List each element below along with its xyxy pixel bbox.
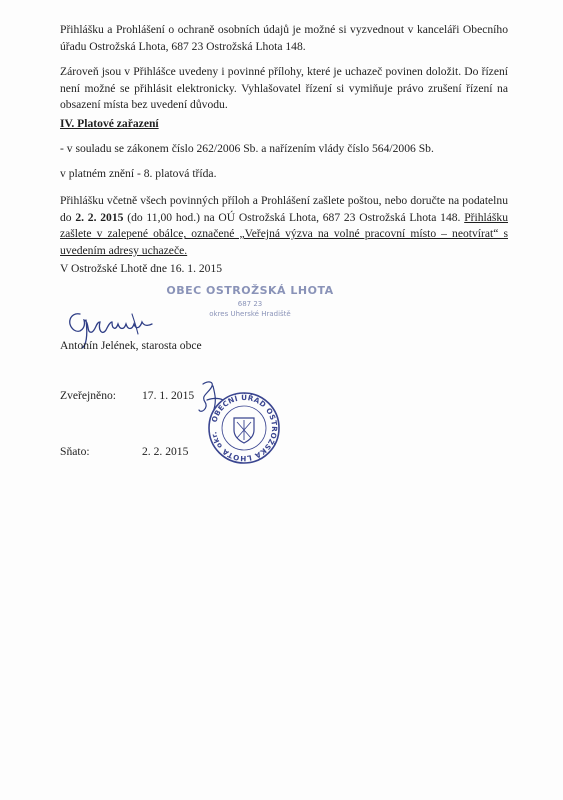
signer-name: Antonín Jelének, starosta obce bbox=[60, 339, 202, 352]
paragraph-legal-basis: - v souladu se zákonem číslo 262/2006 Sb. a nařízením vlády číslo 564/2006 Sb. bbox=[60, 142, 434, 155]
removed-label: Sňato: bbox=[60, 445, 90, 458]
submission-deadline: 2. 2. 2015 bbox=[75, 210, 124, 224]
submission-text-1: Přihlášku včetně všech povinných příloh a Prohlášení zašlete poštou, nebo doručte na podatelnu do bbox=[60, 194, 508, 224]
paragraph-application-pickup: Přihlášku a Prohlášení o ochraně osobních údajů je možné si vyzvednout v kanceláři Obecního úřadu Ostrožská Lhota, 687 23 Ostrožská Lhota 148. bbox=[60, 23, 508, 53]
submission-envelope-note: Přihlášku zašlete v zalepené obálce, označené „Veřejná výzva na volné pracovní místo – neotvírat“ s uvedením adresy uchazeče. bbox=[60, 210, 508, 257]
stamp-line-postcode: 687 23 bbox=[237, 300, 263, 308]
removed-date: 2. 2. 2015 bbox=[142, 445, 189, 458]
paragraph-place-date: V Ostrožské Lhotě dne 16. 1. 2015 bbox=[60, 262, 223, 275]
svg-text:OBECNÍ ÚŘAD OSTROŽSKÁ LHOTA ok bbox=[203, 383, 279, 463]
submission-text-2: (do 11,00 hod.) na OÚ Ostrožská Lhota, 687 23 Ostrožská Lhota 148. bbox=[123, 210, 465, 224]
paragraph-salary-class: v platném znění - 8. platová třída. bbox=[60, 167, 217, 180]
round-stamp-text: OBECNÍ ÚŘAD OSTROŽSKÁ LHOTA okr. Uh. Hradiště bbox=[202, 383, 280, 464]
published-date: 17. 1. 2015 bbox=[142, 389, 195, 402]
published-label: Zveřejněno: bbox=[60, 389, 117, 402]
stamp-line-municipality: OBEC OSTROŽSKÁ LHOTA bbox=[166, 284, 334, 297]
section-heading-salary: IV. Platové zařazení bbox=[60, 117, 159, 130]
stamp-line-district: okres Uherské Hradiště bbox=[209, 310, 291, 318]
paragraph-attachments: Zároveň jsou v Přihlášce uvedeny i povinné přílohy, které je uchazeč povinen doložit. Do řízení není možné se přihlásit elektronicky. Vyhlašovatel řízení si vymiňuje právo zrušení řízení na obsazení místa bez uvedení důvodu. bbox=[60, 65, 508, 112]
round-office-stamp bbox=[202, 383, 282, 466]
paragraph-submission bbox=[60, 193, 508, 259]
